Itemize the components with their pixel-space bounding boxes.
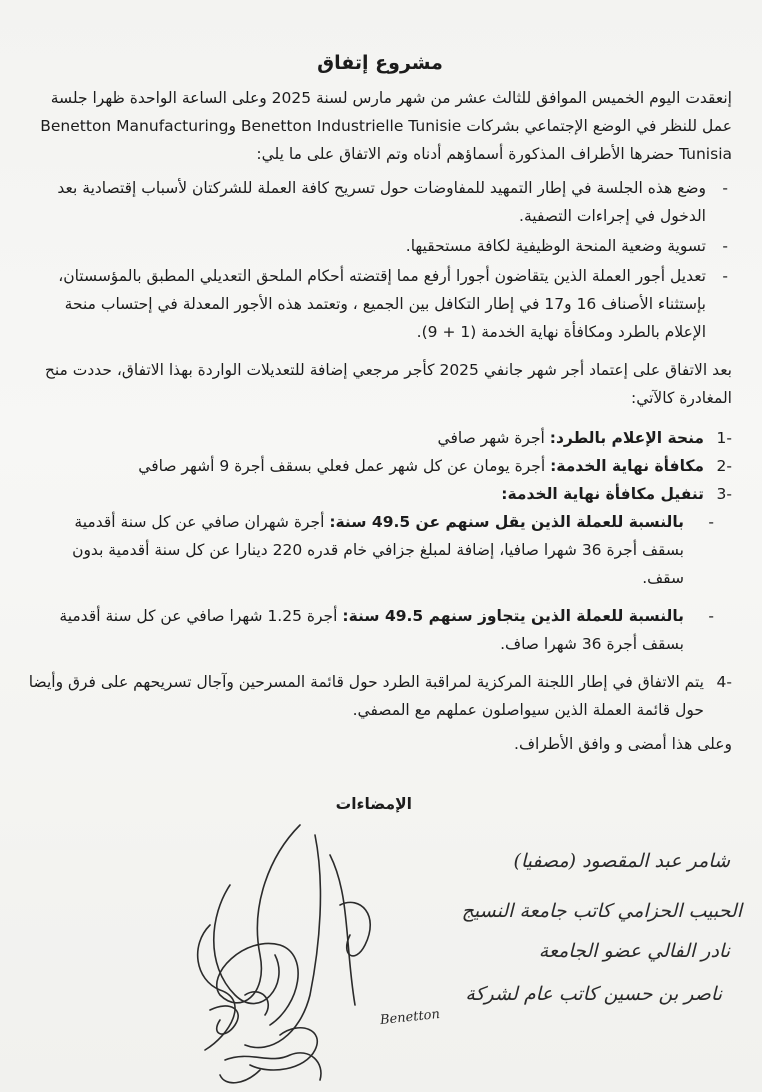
severance-item-2 bbox=[28, 452, 732, 480]
agreement-point-1: - وضع هذه الجلسة في إطار التمهيد للمفاوضات حول تسريح كافة العملة للشركتان لأسباب إقتصادية بعد الدخول في إجراءات التصفية. bbox=[28, 174, 706, 230]
signatures-title: الإمضاءات bbox=[335, 795, 412, 813]
signatures-block bbox=[150, 795, 750, 1092]
item-label: تنفيل مكافأة نهاية الخدمة: bbox=[501, 485, 704, 503]
item-number: -1 bbox=[716, 429, 732, 447]
signature-line-1: شامر عبد المقصود (مصفيا) bbox=[513, 850, 730, 872]
intro-paragraph: إنعقدت اليوم الخميس الموافق للثالث عشر من شهر مارس لسنة 2025 وعلى الساعة الواحدة ظهرا جلسة عمل للنظر في الوضع الإجتماعي بشركات Benetton Industrielle Tunisie وBenetton Manufacturing Tunisia حضرها الأطراف المذكورة أسماؤهم أدناه وتم الاتفاق على ما يلي: bbox=[40, 89, 732, 163]
item-number: -4 bbox=[716, 673, 732, 691]
severance-list-continued bbox=[28, 668, 732, 724]
item-text: أجرة شهر صافي bbox=[437, 429, 550, 447]
subitem-text: أجرة 1.25 شهرا صافي عن كل سنة أقدمية بسقف أجرة 36 شهرا صاف. bbox=[59, 607, 684, 653]
severance-item-3 bbox=[28, 480, 732, 508]
signature-line-4: ناصر بن حسين كاتب عام لشركة bbox=[465, 983, 722, 1005]
item-label: منحة الإعلام بالطرد: bbox=[549, 429, 704, 447]
severance-item-4 bbox=[28, 668, 732, 724]
bonus-subitem-1 bbox=[28, 508, 684, 592]
signature-line-2: الحبيب الحزامي كاتب جامعة النسيج bbox=[461, 900, 742, 922]
agreement-points bbox=[28, 174, 732, 346]
severance-list bbox=[28, 424, 732, 508]
subitem-label: بالنسبة للعملة الذين يتجاوز سنهم 49.5 سنة: bbox=[342, 607, 684, 625]
severance-item-1 bbox=[28, 424, 732, 452]
item-label: مكافأة نهاية الخدمة: bbox=[550, 457, 704, 475]
agreement-point-2: - تسوية وضعية المنحة الوظيفية لكافة مستحقيها. bbox=[28, 232, 706, 260]
item-number: -2 bbox=[716, 457, 732, 475]
subitem-label: بالنسبة للعملة الذين يقل سنهم عن 49.5 سنة: bbox=[329, 513, 684, 531]
agreement-point-3: - تعديل أجور العملة الذين يتقاضون أجورا أرفع مما إقتضته أحكام الملحق التعديلي المطبق بالمؤسستان، بإستثناء الأصناف 16 و17 في إطار التكافل بين الجميع ، وتعتمد هذه الأجور المعدلة في إحتساب منحة الإعلام بالطرد ومكافأة نهاية الخدمة (1 + 9). bbox=[28, 262, 706, 346]
document-title: مشروع إتفاق bbox=[317, 52, 443, 74]
signature-line-5: Benetton bbox=[379, 1006, 441, 1029]
bonus-subitem-2 bbox=[28, 602, 684, 658]
signature-line-3: نادر الفالي عضو الجامعة bbox=[538, 940, 730, 962]
bonus-sublist bbox=[28, 508, 732, 658]
reference-paragraph: بعد الاتفاق على إعتماد أجر شهر جانفي 2025 كأجر مرجعي إضافة للتعديلات الواردة بهذا الاتفاق، حددت منح المغادرة كالآتي: bbox=[44, 361, 732, 407]
closing-statement: وعلى هذا أمضى و وافق الأطراف. bbox=[514, 735, 732, 753]
item-number: -3 bbox=[716, 485, 732, 503]
item-text: أجرة يومان عن كل شهر عمل فعلي بسقف أجرة 9 أشهر صافي bbox=[138, 457, 551, 475]
item-text: يتم الاتفاق في إطار اللجنة المركزية لمراقبة الطرد حول قائمة المسرحين وآجال تسريحهم على فرق وأيضا حول قائمة العملة الذين سيواصلون عملهم مع المصفي. bbox=[28, 673, 704, 719]
document-body bbox=[28, 52, 732, 758]
subitem-text: أجرة شهران صافي عن كل سنة أقدمية بسقف أجرة 36 شهرا صافيا، إضافة لمبلغ جزافي خام قدره 220 دينارا عن كل سنة أقدمية بدون سقف. bbox=[72, 513, 684, 587]
